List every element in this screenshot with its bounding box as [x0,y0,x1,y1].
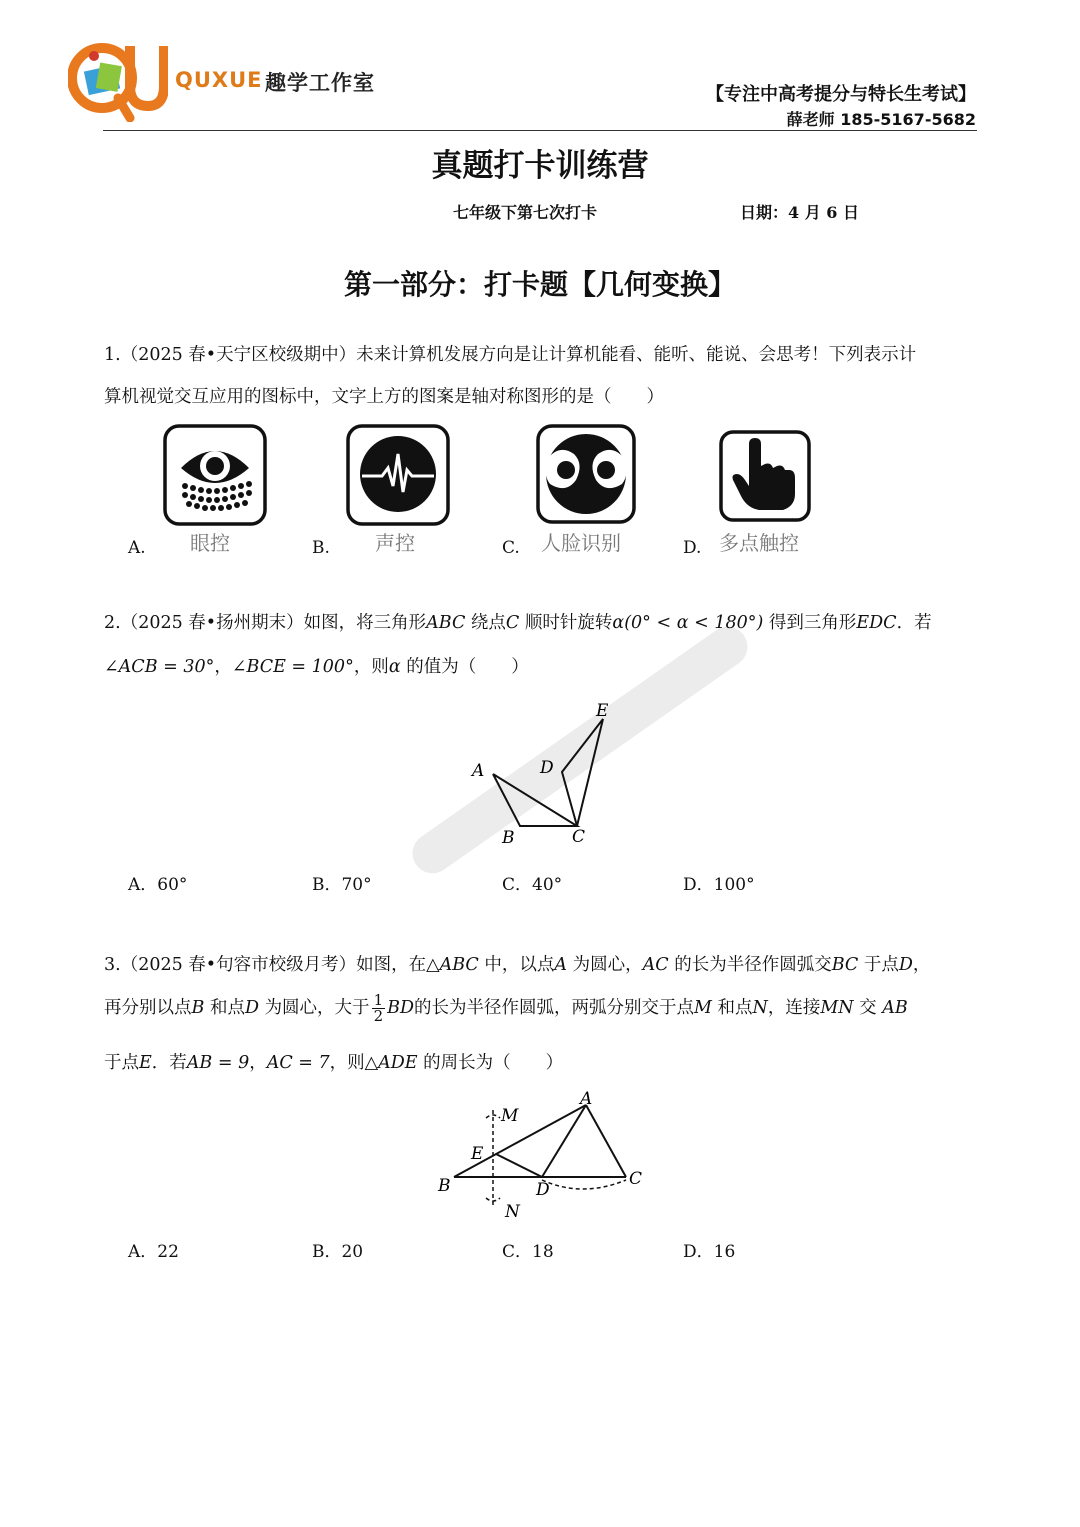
arc-cd [542,1180,626,1189]
label-d: D [540,758,554,778]
q1-option-d-caption: 多点触控 [719,531,799,555]
label-d: D [536,1180,550,1200]
logo [68,40,168,122]
eye-icon [163,424,267,526]
q1-text-line2: 算机视觉交互应用的图标中，文字上方的图案是轴对称图形的是（ ） [104,387,664,407]
label-a: A [472,761,485,781]
q3-text-line2: 再分别以点B 和点D 为圆心，大于 $\frac{1}{2}$ BD的长为半径作圆弧，两弧分别交于点M 和点N，连接MN 交 AB [104,991,908,1025]
segment-ad [542,1105,586,1177]
q3-option-a[interactable]: A．22 [128,1242,179,1262]
brand-name-en: QUXUE [175,68,263,92]
header-tagline: 【专注中高考提分与特长生考试】 [706,84,976,105]
q1-option-b-caption: 声控 [375,531,415,555]
q2-option-c[interactable]: C．40° [502,875,563,895]
label-b: B [502,828,515,848]
q2-option-b[interactable]: B．70° [312,875,372,895]
q3-figure [430,1088,645,1223]
q2-option-d[interactable]: D．100° [683,875,755,895]
arc-n [486,1198,500,1201]
q1-text-line1: 1.（2025 春•天宁区校级期中）未来计算机发展方向是让计算机能看、能听、能说、会思考！下列表示计 [104,345,917,365]
q1-option-c-caption: 人脸识别 [541,531,621,555]
face-icon [536,424,636,524]
label-m: M [501,1106,519,1126]
q2-option-a[interactable]: A．60° [128,875,188,895]
label-c: C [572,827,586,847]
brand-name-cn: 趣学工作室 [265,71,375,95]
label-e: E [596,701,609,721]
q1-option-a-caption: 眼控 [190,531,230,555]
triangle-edc [562,719,603,826]
q3-text-line3: 于点E．若AB = 9，AC = 7，则△ADE 的周长为（ ） [104,1053,564,1073]
label-n: N [505,1202,520,1222]
soundwave-icon [346,424,450,526]
grade-label: 七年级下第七次打卡 [453,203,598,222]
fraction-half: $\frac{1}{2}$ [373,991,384,1025]
q2-text-line1: 2.（2025 春•扬州期末）如图，将三角形ABC 绕点C 顺时针旋转α(0° < α < 180°) 得到三角形EDC．若 [104,613,932,633]
date-label: 日期：4 月 6 日 [740,203,859,222]
label-c: C [629,1169,643,1189]
q1-option-b-letter[interactable]: B. [312,538,330,558]
header-contact: 薛老师 185-5167-5682 [786,110,976,129]
q1-option-d-letter[interactable]: D. [683,538,702,558]
q2-figure [460,695,630,855]
header-divider [103,130,977,131]
q3-text-line1: 3.（2025 春•句容市校级月考）如图，在△ABC 中，以点A 为圆心，AC 的长为半径作圆弧交BC 于点D， [104,955,931,975]
label-a: A [580,1089,593,1109]
label-b: B [438,1176,451,1196]
section-title: 第一部分：打卡题【几何变换】 [343,268,736,301]
segment-ac [586,1105,626,1177]
q3-option-d[interactable]: D．16 [683,1242,736,1262]
q3-option-b[interactable]: B．20 [312,1242,364,1262]
q1-option-c-letter[interactable]: C. [502,538,520,558]
hand-icon [719,430,811,522]
label-e: E [471,1144,484,1164]
q1-option-a-letter[interactable]: A. [128,538,146,558]
q3-option-c[interactable]: C．18 [502,1242,554,1262]
segment-ed [496,1154,542,1177]
q2-text-line2: ∠ACB = 30°，∠BCE = 100°，则α 的值为（ ） [104,657,529,677]
page-title: 真题打卡训练营 [431,148,649,184]
